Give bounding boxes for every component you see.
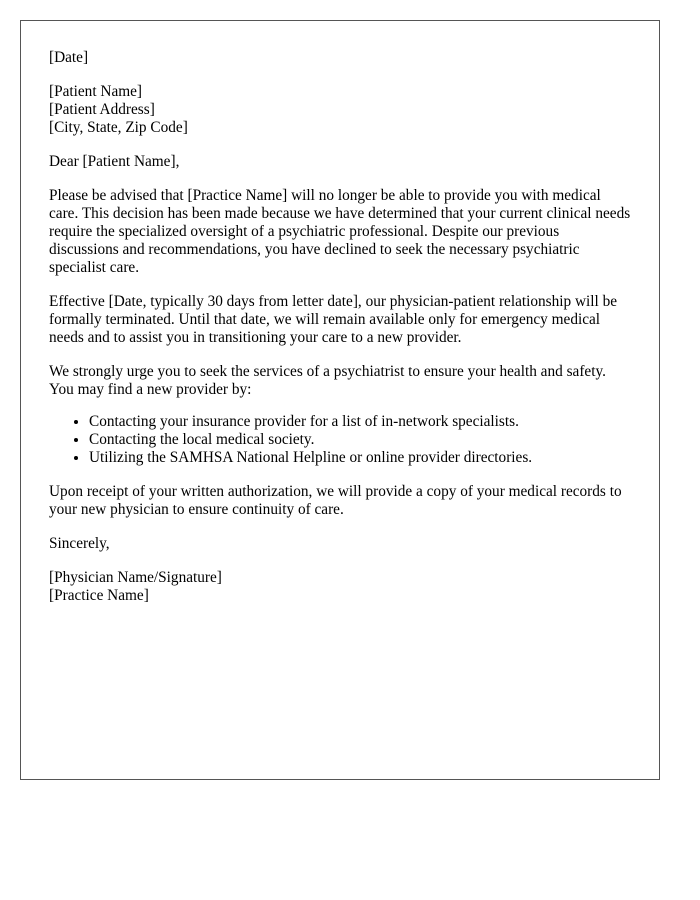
paragraph-seek-psychiatrist: We strongly urge you to seek the services of a psychiatrist to ensure your health and safety. You may find a new provider by: bbox=[49, 363, 606, 398]
closing: Sincerely, bbox=[49, 535, 110, 552]
letter-page bbox=[20, 20, 660, 780]
list-item: • Contacting the local medical society. bbox=[89, 431, 631, 449]
recipient-city-state-zip: [City, State, Zip Code] bbox=[49, 119, 188, 136]
recipient-address-block bbox=[49, 83, 631, 137]
list-item: • Utilizing the SAMHSA National Helpline or online provider directories. bbox=[89, 449, 631, 467]
paragraph-medical-records: Upon receipt of your written authorization, we will provide a copy of your medical records to your new physician to ensure continuity of care. bbox=[49, 483, 622, 518]
provider-options-list bbox=[49, 413, 631, 467]
letter-date: [Date] bbox=[49, 49, 89, 66]
recipient-address: [Patient Address] bbox=[49, 101, 155, 118]
salutation: Dear [Patient Name], bbox=[49, 153, 180, 170]
signature-name: [Physician Name/Signature] bbox=[49, 569, 222, 586]
signature-block bbox=[49, 569, 631, 605]
recipient-name: [Patient Name] bbox=[49, 83, 143, 100]
list-item: • Contacting your insurance provider for a list of in-network specialists. bbox=[89, 413, 631, 431]
signature-practice: [Practice Name] bbox=[49, 587, 149, 604]
paragraph-termination-notice: Please be advised that [Practice Name] will no longer be able to provide you with medical care. This decision has been made because we have determined that your current clinical needs require the specialized oversight of a psychiatric professional. Despite our previous discussions and recommendations, you have declined to seek the necessary psychiatric specialist care. bbox=[49, 187, 631, 276]
paragraph-effective-date: Effective [Date, typically 30 days from letter date], our physician-patient relationship will be formally terminated. Until that date, we will remain available only for emergency medical needs and to assist you in transitioning your care to a new provider. bbox=[49, 293, 618, 346]
